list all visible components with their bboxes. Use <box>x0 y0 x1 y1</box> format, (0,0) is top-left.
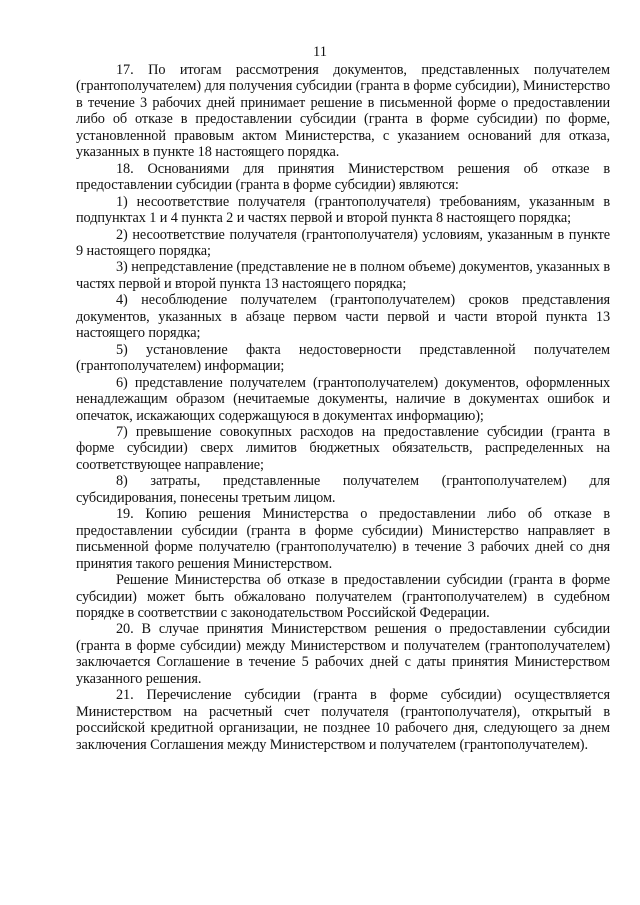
paragraph-18-item-4: 4) несоблюдение получателем (грантополучателем) сроков представления документов, указанных в абзаце первом части первой и части второй пункта 13 настоящего порядка; <box>76 292 610 342</box>
paragraph-18-item-6: 6) представление получателем (грантополучателем) документов, оформленных ненадлежащим образом (нечитаемые документы, наличие в документах ошибок и опечаток, искажающих содержащуюся в документах информацию); <box>76 374 610 424</box>
paragraph-17: 17. По итогам рассмотрения документов, представленных получателем (грантополучателем) для получения субсидии (гранта в форме субсидии), Министерство в течение 3 рабочих дней принимает решение в письменной форме о предоставлении либо об отказе в предоставлении субсидии (гранта в форме субсидии) по форме, установленной правовым актом Министерства, с указанием оснований для отказа, указанных в пункте 18 настоящего порядка. <box>76 62 610 161</box>
paragraph-20: 20. В случае принятия Министерством решения о предоставлении субсидии (гранта в форме субсидии) между Министерством и получателем (грантополучателем) заключается Соглашение в течение 5 рабочих дней с даты принятия Министерством указанного решения. <box>76 621 610 687</box>
page-number: 11 <box>313 44 327 60</box>
paragraph-19: 19. Копию решения Министерства о предоставлении либо об отказе в предоставлении субсидии (гранта в форме субсидии) Министерство направляет в письменной форме получателю (грантополучателю) в течение 3 рабочих дней со дня принятия такого решения Министерством. <box>76 506 610 572</box>
paragraph-18-item-2: 2) несоответствие получателя (грантополучателя) условиям, указанным в пункте 9 настоящего порядка; <box>76 226 610 259</box>
paragraph-18-item-3: 3) непредставление (представление не в полном объеме) документов, указанных в частях первой и второй пункта 13 настоящего порядка; <box>76 259 610 292</box>
paragraph-18-item-5: 5) установление факта недостоверности представленной получателем (грантополучателем) информации; <box>76 341 610 375</box>
paragraph-18-item-1: 1) несоответствие получателя (грантополучателя) требованиям, указанным в подпунктах 1 и 4 пункта 2 и частях первой и второй пункта 8 настоящего порядка; <box>76 193 610 227</box>
document-body <box>76 62 610 753</box>
paragraph-18-item-8: 8) затраты, представленные получателем (грантополучателем) для субсидирования, понесены третьим лицом. <box>76 473 610 506</box>
paragraph-21: 21. Перечисление субсидии (гранта в форме субсидии) осуществляется Министерством на расчетный счет получателя (грантополучателя), открытый в российской кредитной организации, не позднее 10 рабочего дня, следующего за днем заключения Соглашения между Министерством и получателем (грантополучателем). <box>76 687 610 753</box>
paragraph-18: 18. Основаниями для принятия Министерством решения об отказе в предоставлении субсидии (гранта в форме субсидии) являются: <box>76 160 610 194</box>
paragraph-19-appeal: Решение Министерства об отказе в предоставлении субсидии (гранта в форме субсидии) может быть обжаловано получателем (грантополучателем) в судебном порядке в соответствии с законодательством Российской Федерации. <box>76 572 610 621</box>
paragraph-18-item-7: 7) превышение совокупных расходов на предоставление субсидии (гранта в форме субсидии) сверх лимитов бюджетных обязательств, распределенных на соответствующее направление; <box>76 423 610 473</box>
